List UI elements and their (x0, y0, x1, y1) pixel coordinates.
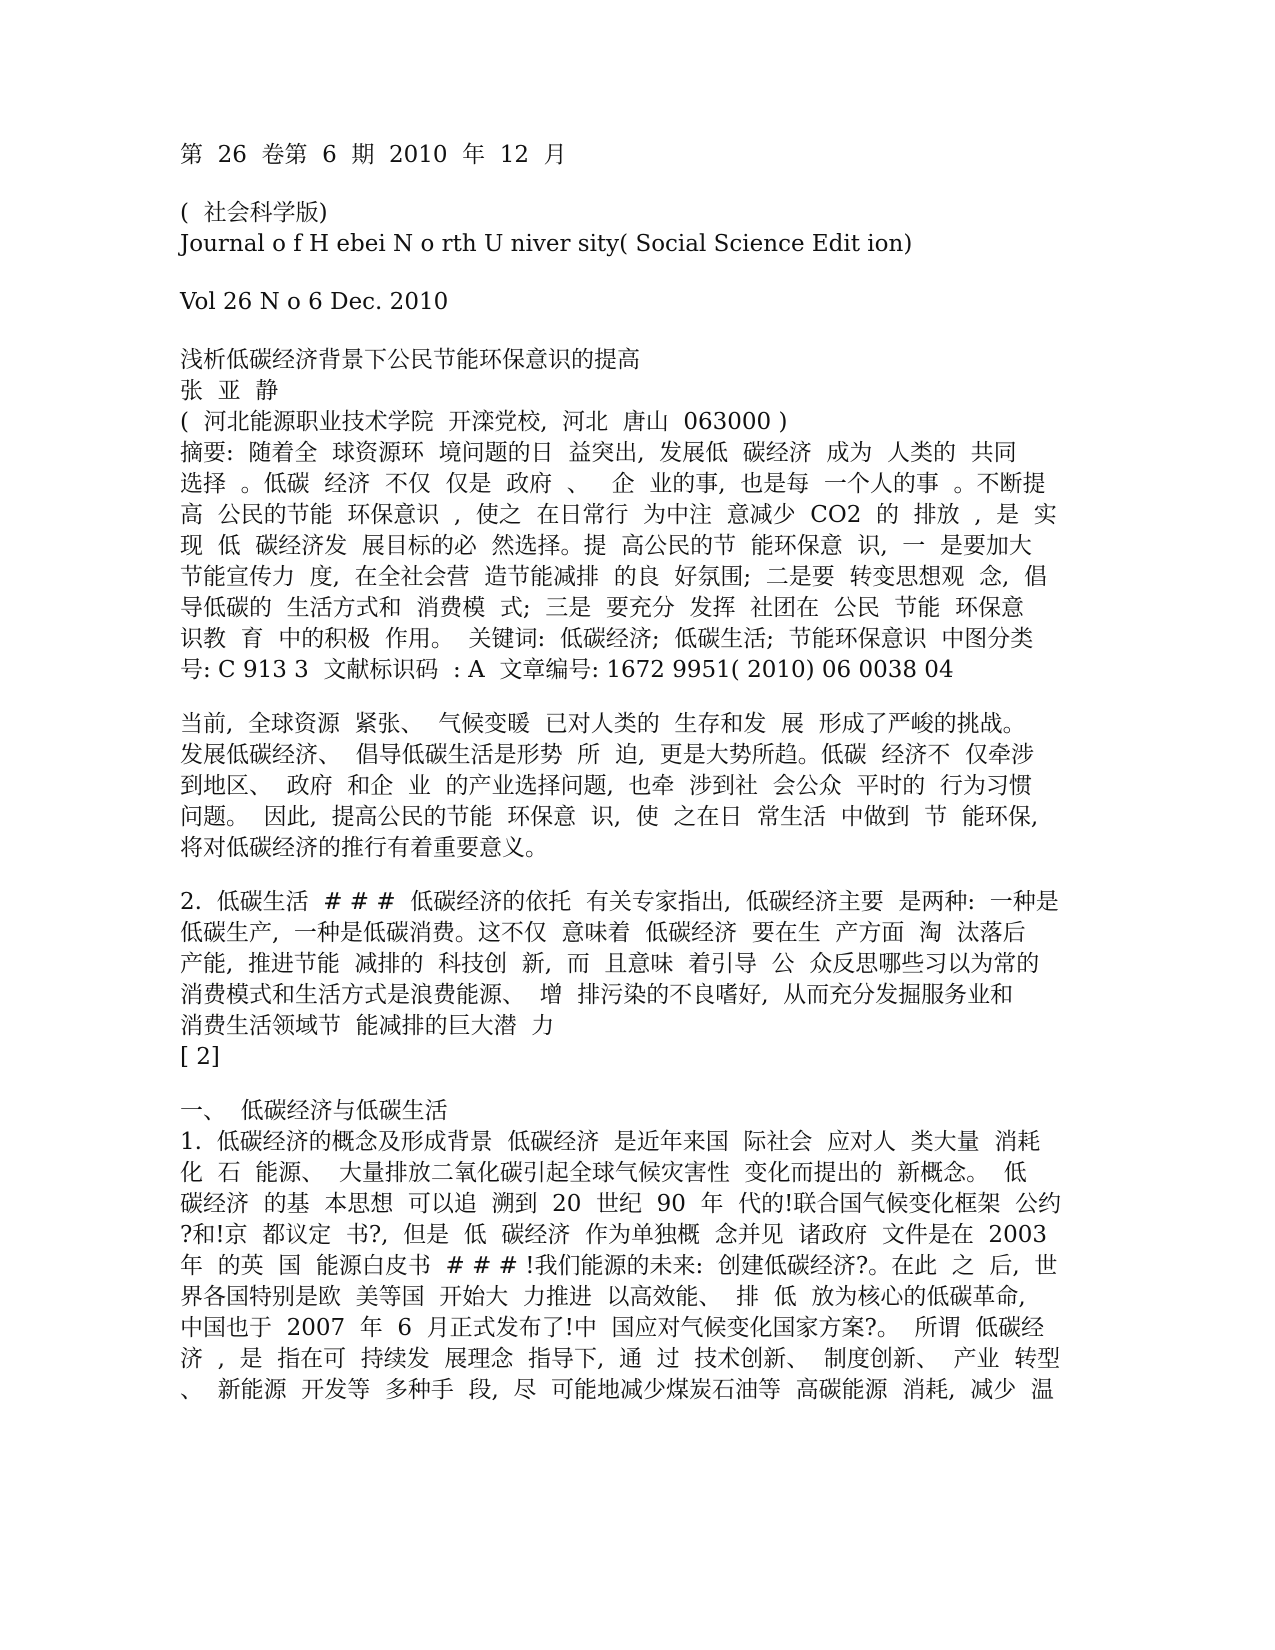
abstract-line: 识教 育 中的积极 作用。 关键词: 低碳经济; 低碳生活; 节能环保意识 中图分类 (180, 626, 1034, 652)
paper-page (180, 140, 1061, 1406)
intro-line: 当前, 全球资源 紧张、 气候变暖 已对人类的 生存和发 展 形成了严峻的挑战。 (180, 711, 1026, 737)
section-1-line: 化 石 能源、 大量排放二氧化碳引起全球气候灾害性 变化而提出的 新概念。 低 (180, 1160, 1027, 1186)
abstract-line: 导低碳的 生活方式和 消费模 式; 三是 要充分 发挥 社团在 公民 节能 环保意 (180, 595, 1024, 621)
section-1-heading: 一、 低碳经济与低碳生活 (180, 1098, 448, 1124)
section-1-line: ?和!京 都议定 书?, 但是 低 碳经济 作为单独概 念并见 诸政府 文件是在 2003 (180, 1222, 1047, 1248)
section-1-line: 界各国特别是欧 美等国 开始大 力推进 以高效能、 排 低 放为核心的低碳革命, (180, 1284, 1026, 1310)
section-1-line: 碳经济 的基 本思想 可以追 溯到 20 世纪 90 年 代的!联合国气候变化框架 公约 (180, 1191, 1061, 1217)
article-title: 浅析低碳经济背景下公民节能环保意识的提高 (180, 347, 640, 373)
intro-line: 将对低碳经济的推行有着重要意义。 (180, 835, 548, 861)
abstract-line: 号: C 913 3 文献标识码 : A 文章编号: 1672 9951( 2010) 06 0038 04 (180, 657, 954, 683)
abstract-line: 现 低 碳经济发 展目标的必 然选择。提 高公民的节 能环保意 识, 一 是要加大 (180, 533, 1032, 559)
abstract-line: 高 公民的节能 环保意识 , 使之 在日常行 为中注 意减少 CO2 的 排放 , 是 实 (180, 502, 1057, 528)
section-2-line: 产能, 推进节能 减排的 科技创 新, 而 且意味 着引导 公 众反思哪些习以为常的 (180, 951, 1040, 977)
section-2-line: 消费生活领域节 能减排的巨大潜 力 (180, 1013, 555, 1039)
abstract-line: 选择 。低碳 经济 不仅 仅是 政府 、 企 业的事, 也是每 一个人的事 。不断提 (180, 471, 1046, 497)
vol-line: Vol 26 N o 6 Dec. 2010 (180, 289, 449, 315)
section-1-line: 、 新能源 开发等 多种手 段, 尽 可能地减少煤炭石油等 高碳能源 消耗, 减少 温 (180, 1377, 1054, 1403)
section-2-paragraph (180, 887, 1059, 1042)
abstract-line: 摘要: 随着全 球资源环 境问题的日 益突出, 发展低 碳经济 成为 人类的 共同 (180, 440, 1017, 466)
journal-en: Journal o f H ebei N o rth U niver sity( Social Science Edit ion) (180, 231, 913, 257)
edition-cn: ( 社会科学版) (180, 200, 328, 226)
intro-line: 到地区、 政府 和企 业 的产业选择问题, 也牵 涉到社 会公众 平时的 行为习惯 (180, 773, 1032, 799)
author: 张 亚 静 (180, 378, 279, 404)
abstract-line: 节能宣传力 度, 在全社会营 造节能减排 的良 好氛围; 二是要 转变思想观 念, 倡 (180, 564, 1047, 590)
citation-marker: [ 2] (180, 1044, 220, 1070)
section-1-line: 济 , 是 指在可 持续发 展理念 指导下, 通 过 技术创新、 制度创新、 产业 转型 (180, 1346, 1061, 1372)
intro-line: 发展低碳经济、 倡导低碳生活是形势 所 迫, 更是大势所趋。低碳 经济不 仅牵涉 (180, 742, 1035, 768)
section-1-line: 1. 低碳经济的概念及形成背景 低碳经济 是近年来国 际社会 应对人 类大量 消耗 (180, 1129, 1041, 1155)
section-1-line: 中国也于 2007 年 6 月正式发布了!中 国应对气候变化国家方案?。 所谓 低碳经 (180, 1315, 1045, 1341)
issue-line: 第 26 卷第 6 期 2010 年 12 月 (180, 142, 567, 168)
intro-paragraph (180, 709, 1050, 864)
section-2-line: 消费模式和生活方式是浪费能源、 增 排污染的不良嗜好, 从而充分发掘服务业和 (180, 982, 1014, 1008)
section-2-line: 低碳生产, 一种是低碳消费。这不仅 意味着 低碳经济 要在生 产方面 淘 汰落后 (180, 920, 1026, 946)
abstract-block (180, 438, 1057, 686)
intro-line: 问题。 因此, 提高公民的节能 环保意 识, 使 之在日 常生活 中做到 节 能环保, (180, 804, 1039, 830)
section-1-line: 年 的英 国 能源白皮书 # # # !我们能源的未来: 创建低碳经济?。在此 之 后, 世 (180, 1253, 1058, 1279)
section-2-line: 2. 低碳生活 # # # 低碳经济的依托 有关专家指出, 低碳经济主要 是两种: 一种是 (180, 889, 1059, 915)
section-1-paragraph (180, 1127, 1061, 1406)
affiliation: ( 河北能源职业技术学院 开滦党校, 河北 唐山 063000 ) (180, 409, 788, 435)
